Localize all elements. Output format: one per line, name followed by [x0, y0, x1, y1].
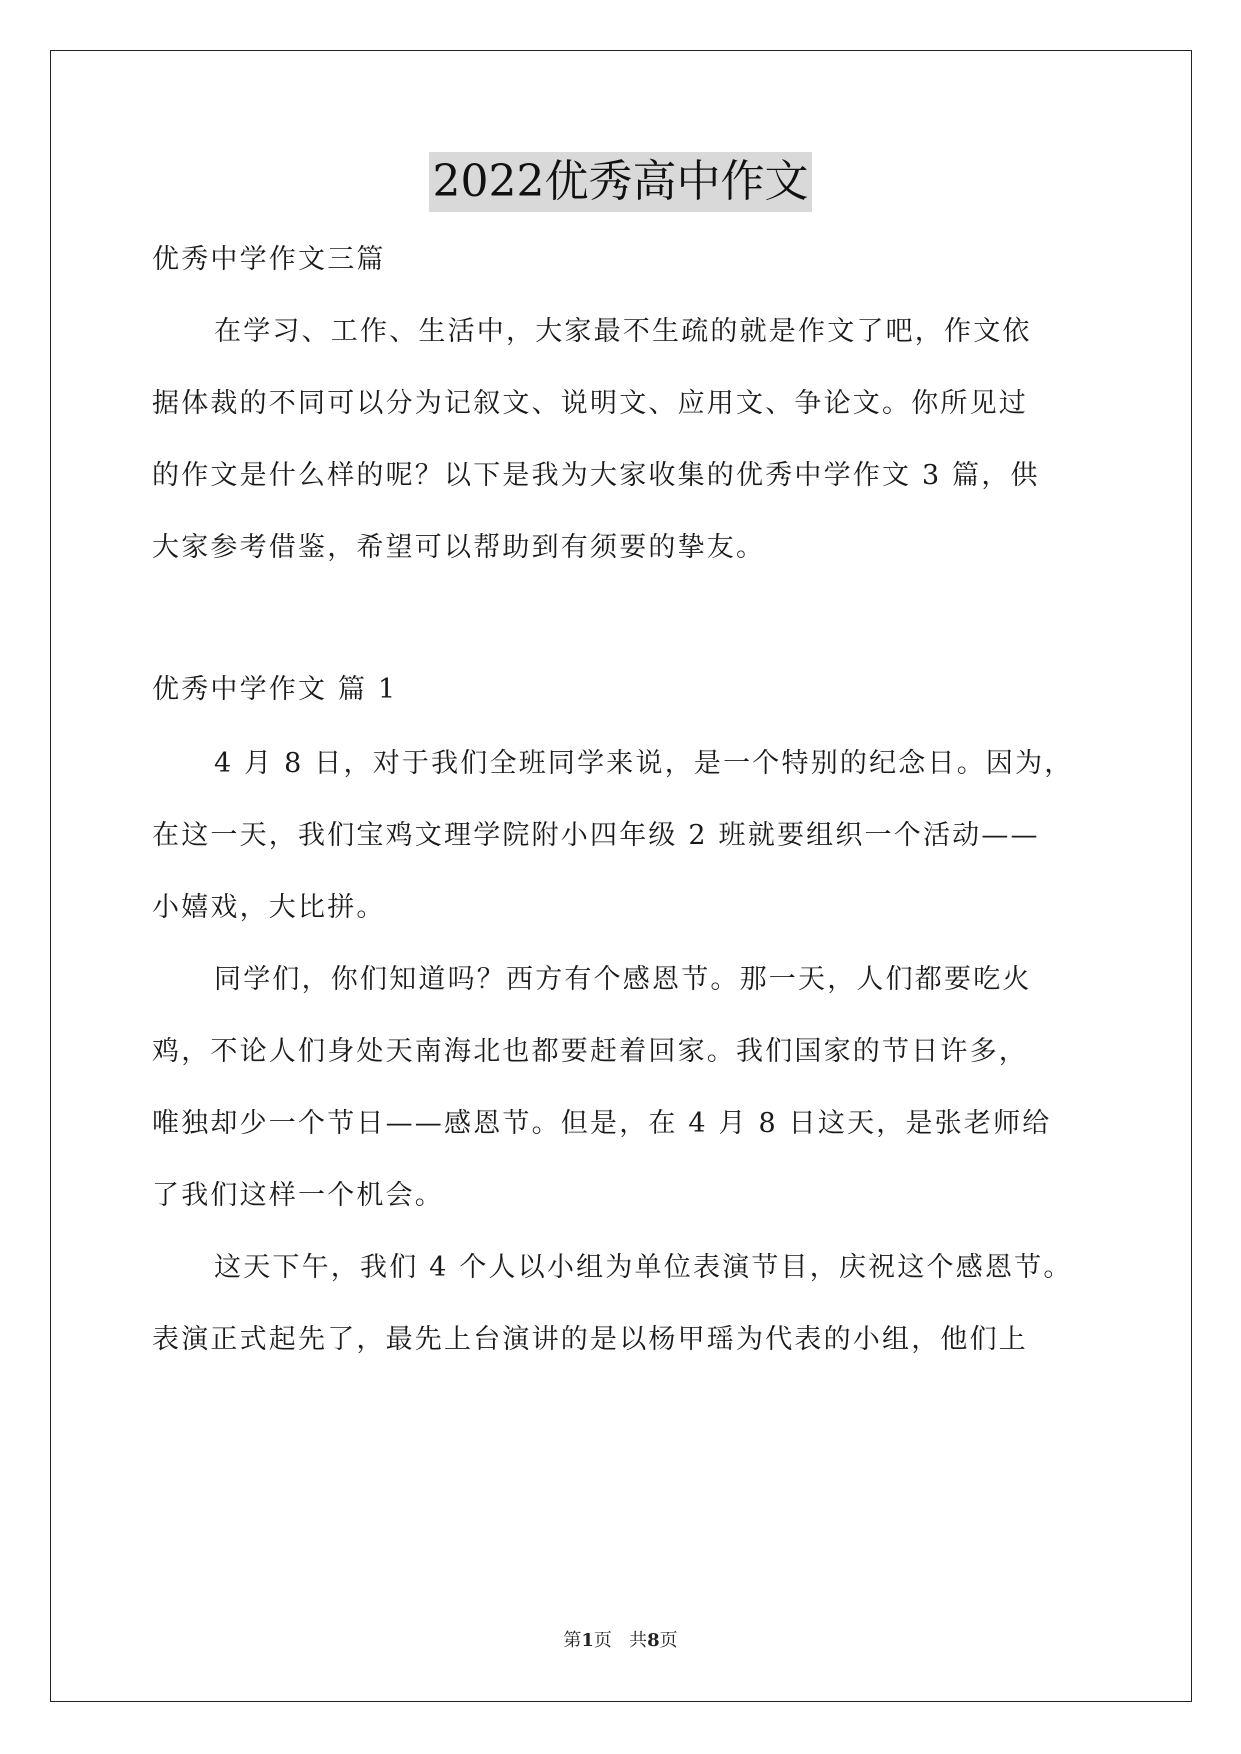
footer-suffix: 页: [659, 1630, 678, 1651]
paragraph-line: 小嬉戏，大比拼。: [152, 892, 386, 923]
paragraph-line: 同学们，你们知道吗？西方有个感恩节。那一天，人们都要吃火: [214, 964, 1032, 995]
document-title: 2022优秀高中作文: [429, 152, 813, 212]
paragraph-line: 表演正式起先了，最先上台演讲的是以杨甲瑶为代表的小组，他们上: [152, 1324, 1028, 1355]
section-heading: 优秀中学作文三篇: [152, 244, 386, 275]
footer-total-pages: 8: [647, 1630, 660, 1651]
page-border: [50, 50, 1192, 1702]
paragraph-line: 在这一天，我们宝鸡文理学院附小四年级 2 班就要组织一个活动——: [152, 820, 1040, 851]
paragraph-line: 唯独却少一个节日——感恩节。但是，在 4 月 8 日这天，是张老师给: [152, 1108, 1052, 1139]
paragraph-line: 4 月 8 日，对于我们全班同学来说，是一个特别的纪念日。因为，: [214, 748, 1074, 779]
footer-current-page: 1: [581, 1630, 594, 1651]
page-footer: [0, 1626, 1241, 1652]
footer-prefix: 第: [563, 1630, 582, 1651]
paragraph-line: 鸡，不论人们身处天南海北也都要赶着回家。我们国家的节日许多，: [152, 1036, 1028, 1067]
paragraph-line: 了我们这样一个机会。: [152, 1180, 444, 1211]
footer-mid: 页 共: [593, 1630, 648, 1651]
section-heading: 优秀中学作文 篇 1: [152, 674, 398, 705]
paragraph-line: 的作文是什么样的呢？以下是我为大家收集的优秀中学作文 3 篇，供: [152, 460, 1040, 491]
paragraph-line: 这天下午，我们 4 个人以小组为单位表演节目，庆祝这个感恩节。: [214, 1252, 1073, 1283]
paragraph-line: 大家参考借鉴，希望可以帮助到有须要的挚友。: [152, 532, 766, 563]
paragraph-line: 在学习、工作、生活中，大家最不生疏的就是作文了吧，作文依: [214, 316, 1032, 347]
title-container: [0, 152, 1241, 212]
paragraph-line: 据体裁的不同可以分为记叙文、说明文、应用文、争论文。你所见过: [152, 388, 1028, 419]
